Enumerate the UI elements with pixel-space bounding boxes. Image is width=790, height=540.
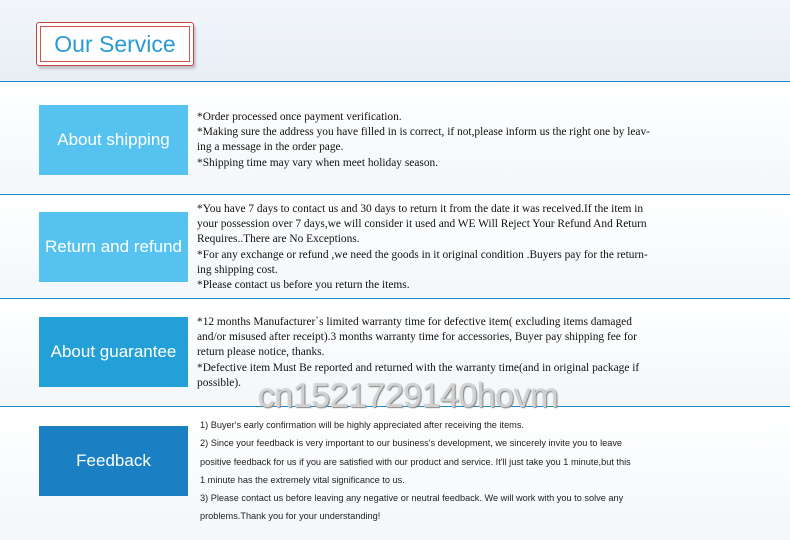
text-line: and/or misused after receipt).3 months warranty time for accessories, Buyer pay shipping fee for bbox=[197, 331, 637, 344]
text-line: 2) Since your feedback is very important to our business's development, we sincerely invite you to leave bbox=[200, 438, 623, 449]
section-shipping bbox=[0, 82, 790, 194]
text-line: possible). bbox=[197, 376, 241, 389]
text-line: *Shipping time may vary when meet holiday season. bbox=[197, 156, 439, 169]
feedback-text bbox=[200, 416, 700, 526]
header-band bbox=[0, 0, 790, 82]
text-line: ing a message in the order page. bbox=[197, 141, 344, 154]
text-line: *Order processed once payment verification. bbox=[197, 111, 402, 123]
text-line: *Defective item Must Be reported and returned with the warranty time(and in original package if bbox=[197, 361, 640, 374]
text-line: problems.Thank you for your understanding! bbox=[200, 511, 381, 522]
text-line: return please notice, thanks. bbox=[197, 346, 325, 359]
text-line: 3) Please contact us before leaving any negative or neutral feedback. We will work with you to solve any bbox=[200, 493, 624, 504]
text-line: Requires..There are No Exceptions. bbox=[197, 233, 360, 246]
text-line: *For any exchange or refund ,we need the goods in it original condition .Buyers pay for the return- bbox=[197, 248, 648, 261]
section-return bbox=[0, 195, 790, 298]
label-about-shipping bbox=[39, 105, 188, 175]
page-title: Our Service bbox=[54, 31, 176, 57]
text-line: ing shipping cost. bbox=[197, 263, 278, 276]
text-line: *You have 7 days to contact us and 30 days to return it from the date it was received.If the item in bbox=[197, 203, 644, 215]
text-line: *Making sure the address you have filled in is correct, if not,please inform us the right one by leav- bbox=[197, 126, 650, 139]
label-text: About shipping bbox=[57, 130, 170, 149]
text-line: 1 minute has the extremely vital significance to us. bbox=[200, 474, 405, 485]
text-line: 1) Buyer's early confirmation will be highly appreciated after receiving the items. bbox=[200, 420, 524, 430]
label-text: About guarantee bbox=[50, 342, 177, 361]
label-feedback bbox=[39, 426, 188, 496]
watermark-text: cn1521729140hovm bbox=[258, 377, 559, 415]
label-text: Feedback bbox=[76, 451, 151, 470]
text-line: *12 months Manufacturer`s limited warranty time for defective item( excluding items damaged bbox=[197, 316, 632, 328]
title-badge bbox=[36, 22, 194, 66]
return-text bbox=[197, 202, 707, 293]
label-return-refund bbox=[39, 212, 188, 282]
text-line: positive feedback for us if you are satisfied with our product and service. It'll just take you 1 minute,but this bbox=[200, 456, 631, 467]
text-line: *Please contact us before you return the items. bbox=[197, 279, 410, 292]
label-text: Return and refund bbox=[44, 237, 183, 256]
shipping-text bbox=[197, 110, 707, 171]
text-line: your possession over 7 days,we will consider it used and WE Will Reject Your Refund And Return bbox=[197, 218, 647, 231]
label-about-guarantee bbox=[39, 317, 188, 387]
